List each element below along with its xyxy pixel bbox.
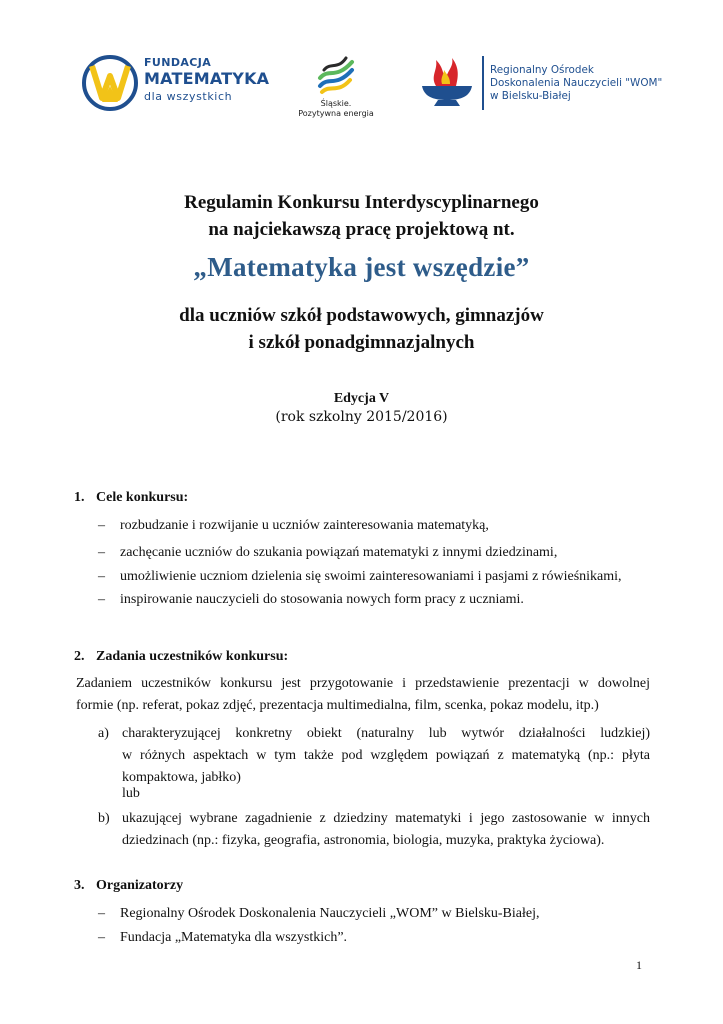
main-title: „Matematyka jest wszędzie” xyxy=(193,252,530,282)
section2-intro-line: formie (np. referat, pokaz zdjęć, prezentacja multimedialna, film, scenka, pokaz modelu, itp.) xyxy=(76,698,599,713)
section1-bullet-text: zachęcanie uczniów do szukania powiązań matematyki z innymi dziedzinami, xyxy=(120,545,558,560)
edition: Edycja V xyxy=(333,391,390,406)
school-year: (rok szkolny 2015/2016) xyxy=(275,409,448,425)
section1-bullet-text: rozbudzanie i rozwijanie u uczniów zainteresowania matematyką, xyxy=(120,518,489,533)
fundacja-logo-line3: dla wszystkich xyxy=(144,90,233,103)
section1-bullet-text: inspirowanie nauczycieli do stosowania nowych form pracy z uczniami. xyxy=(120,592,524,607)
section1-number: 1. xyxy=(74,490,85,505)
title-line2: na najciekawszą pracę projektową nt. xyxy=(208,219,515,240)
section1-bullet xyxy=(98,569,622,585)
fundacja-emblem-icon xyxy=(80,52,140,114)
title-line5: i szkół ponadgimnazjalnych xyxy=(248,332,475,353)
item-b-line: ukazującej wybrane zagadnienie z dziedziny matematyki i jego zastosowanie w innych xyxy=(122,811,650,826)
section1-bullet xyxy=(98,545,557,561)
section1-bullet xyxy=(98,592,524,608)
slaskie-waves-icon xyxy=(316,56,356,96)
section2-heading xyxy=(74,649,288,665)
item-a-line: w różnych aspektach w tym także pod względem powiązań z matematyką (np.: płyta xyxy=(122,748,650,763)
section1-title: Cele konkursu: xyxy=(96,490,189,505)
slaskie-logo-line1: Śląskie. xyxy=(320,99,352,108)
fundacja-logo-line2: MATEMATYKA xyxy=(144,69,270,88)
dash: – xyxy=(98,906,105,921)
wom-lamp-icon xyxy=(416,56,478,110)
dash: – xyxy=(98,545,105,560)
section3-number: 3. xyxy=(74,878,85,893)
slaskie-logo xyxy=(296,56,376,122)
wom-logo-line1: Regionalny Ośrodek xyxy=(490,64,594,76)
section2-title: Zadania uczestników konkursu: xyxy=(96,649,289,664)
section3-bullet xyxy=(98,906,540,922)
item-a-line: charakteryzującej konkretny obiekt (naturalny lub wytwór działalności ludzkiej) xyxy=(122,726,650,741)
title-line1: Regulamin Konkursu Interdyscyplinarnego xyxy=(184,192,539,213)
section2-item-b xyxy=(98,808,650,852)
wom-logo xyxy=(416,56,663,110)
item-b-line: dziedzinach (np.: fizyka, geografia, astronomia, biologia, muzyka, praktyka życiowa). xyxy=(122,833,605,848)
or-text: lub xyxy=(122,786,140,801)
wom-logo-line2: Doskonalenia Nauczycieli "WOM" xyxy=(490,77,663,89)
section3-bullet-text: Fundacja „Matematyka dla wszystkich”. xyxy=(120,930,348,945)
dash: – xyxy=(98,592,105,607)
section2-intro-line: Zadaniem uczestników konkursu jest przygotowanie i przedstawienie prezentacji w dowolnej xyxy=(76,676,650,691)
dash: – xyxy=(98,518,105,533)
section3-bullet xyxy=(98,930,347,946)
fundacja-logo xyxy=(80,52,270,114)
section3-bullet-text: Regionalny Ośrodek Doskonalenia Nauczycieli „WOM” w Bielsku-Białej, xyxy=(120,906,540,921)
title-line4: dla uczniów szkół podstawowych, gimnazjów xyxy=(179,305,544,326)
section2-item-a xyxy=(98,723,650,789)
item-b-marker: b) xyxy=(98,811,110,826)
dash: – xyxy=(98,930,105,945)
page-number: 1 xyxy=(636,958,642,972)
section3-title: Organizatorzy xyxy=(96,878,184,893)
section1-bullet-text: umożliwienie uczniom dzielenia się swoimi zainteresowaniami i pasjami z rówieśnikami, xyxy=(120,569,622,584)
section2-intro xyxy=(76,673,650,717)
section3-heading xyxy=(74,878,183,894)
wom-logo-divider xyxy=(482,56,484,110)
fundacja-logo-line1: FUNDACJA xyxy=(144,56,212,69)
section2-number: 2. xyxy=(74,649,85,664)
item-a-line: kompaktowa, jabłko) xyxy=(122,770,241,785)
slaskie-logo-line2: Pozytywna energia xyxy=(298,109,374,118)
section2-or xyxy=(98,783,650,805)
item-a-marker: a) xyxy=(98,726,109,741)
dash: – xyxy=(98,569,105,584)
wom-logo-line3: w Bielsku-Białej xyxy=(490,90,571,102)
section1-heading xyxy=(74,490,188,506)
section1-bullet xyxy=(98,518,489,534)
